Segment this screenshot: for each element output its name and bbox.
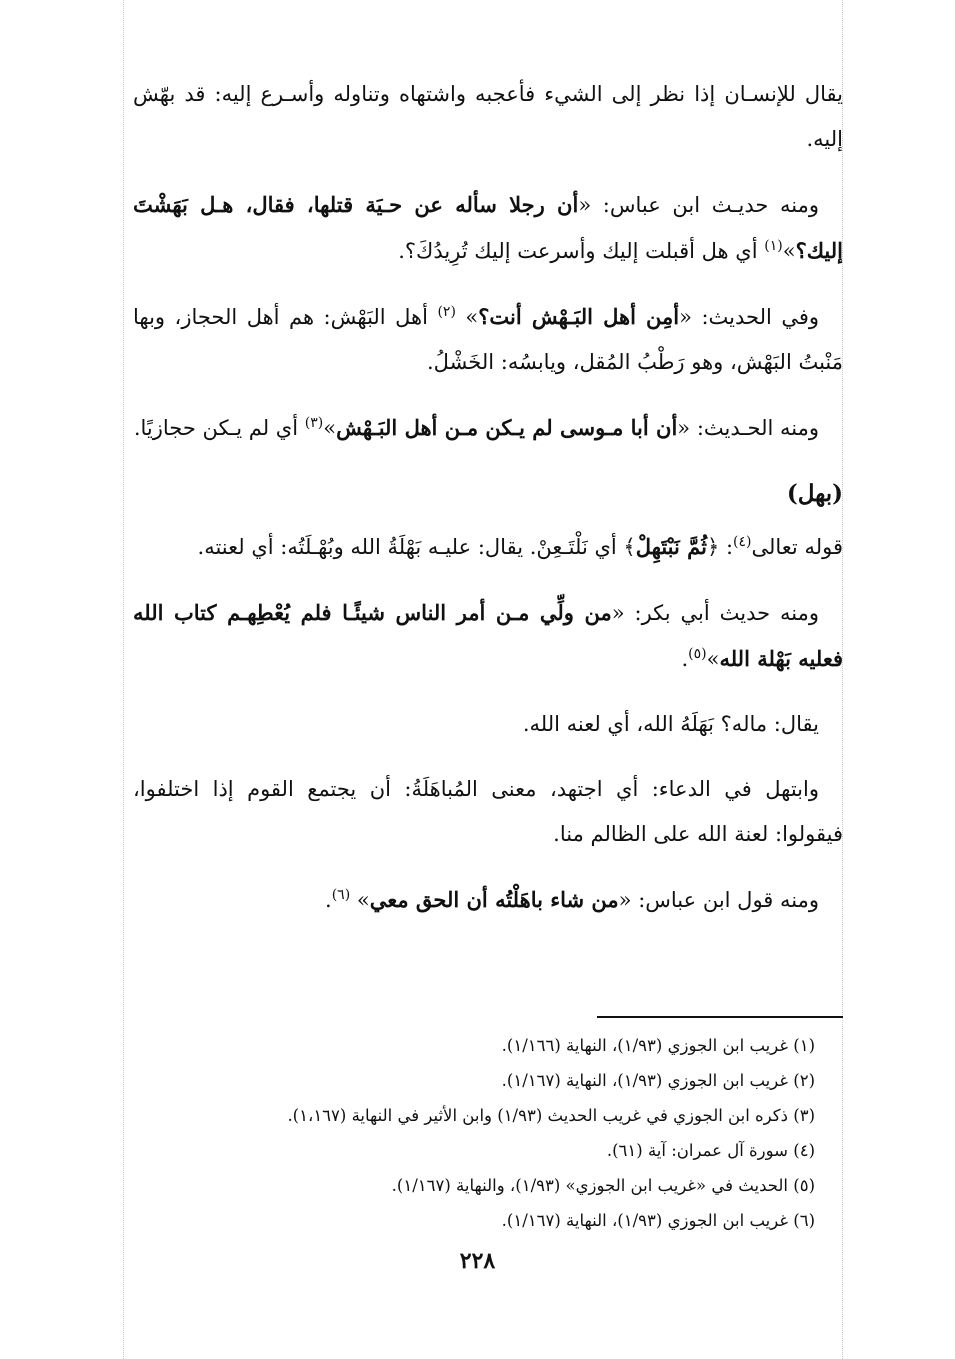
paragraph [133, 405, 843, 451]
text-run: » [323, 416, 337, 440]
paragraph-group-bahsh [133, 72, 843, 451]
paragraph [133, 524, 843, 570]
text-run: وابتهل في الدعاء: أي اجتهد، معنى المُباهَلَةُ: أن يجتمع القوم إذا اختلفوا، فيقولوا: لعنة الله على الظالم منا. [133, 777, 843, 846]
paragraph [133, 877, 843, 923]
paragraph-group-bahl [133, 524, 843, 923]
footnote: (٦) غريب ابن الجوزي (١/٩٣)، النهاية (١/١٦٧). [501, 1211, 815, 1230]
quoted-text: أمِن أهل البَـهْش أنت؟ [478, 304, 680, 329]
footnote-ref: (١) [764, 238, 783, 254]
text-run: » [350, 888, 370, 912]
text-run: » [782, 239, 796, 263]
text-run: ومنه حديـث ابن عباس: « [578, 193, 819, 217]
text-run: وفي الحديث: « [679, 305, 820, 329]
page-number: ٢٢٨ [459, 1248, 496, 1274]
scan-guide-line [123, 0, 124, 1359]
paragraph [133, 294, 843, 385]
text-run: أهل البَهْش: هم أهل الحجاز، وبها مَنْبتُ البَهْش، وهو رَطْبُ المُقل، ويابسُه: الخَشْلُ. [133, 305, 843, 374]
paragraph [133, 590, 843, 682]
text-run: . [681, 647, 689, 671]
quoted-text: من ولِّي مـن أمر الناس شيئًـا فلم يُعْطِهـم كتاب الله فعليه بَهْلة الله [133, 600, 843, 671]
footnote-ref: (٢) [437, 304, 456, 320]
footnote-ref: (٦) [331, 887, 351, 903]
text-run: . [325, 888, 332, 912]
text-run: يقال للإنسـان إذا نظر إلى الشيء فأعجبه واشتهاه وتناوله وأسـرع إليه: قد بهّش إليه. [133, 82, 843, 151]
footnote: (٥) الحديث في «غريب ابن الجوزي» (١/٩٣)، والنهاية (١/١٦٧). [391, 1176, 815, 1195]
footnote-ref: (٣) [304, 415, 324, 431]
text-run: ﴾ أي نَلْتَـعِنْ. يقال: عليـه بَهْلَةُ الله وبُهْـلَتُه: أي لعنته. [197, 535, 636, 559]
text-run: ومنه قول ابن عباس: « [618, 888, 819, 912]
footnote-ref: (٤) [733, 534, 752, 550]
footnote: (٢) غريب ابن الجوزي (١/٩٣)، النهاية (١/١٦٧). [501, 1071, 815, 1090]
text-run: ومنه الحـديث: « [677, 416, 819, 440]
footnote: (١) غريب ابن الجوزي (١/٩٣)، النهاية (١/١٦٦). [501, 1036, 815, 1055]
quoted-text: ثُمَّ نَبْتَهِلْ [635, 534, 707, 559]
paragraph [133, 182, 843, 274]
footnotes [135, 1028, 815, 1238]
footnote: (٤) سورة آل عمران: آية (٦١). [606, 1141, 815, 1160]
text-run: يقال: ماله؟ بَهَلَهُ الله، أي لعنه الله. [522, 712, 819, 736]
quoted-text: أن رجلا سأله عن حـيَة قتلها، فقال، هـل بَهَشْتَ إليك؟ [133, 192, 843, 263]
footnote-ref: (٥) [688, 646, 707, 662]
text-run: » [455, 305, 479, 329]
paragraph [133, 767, 843, 857]
quoted-text: من شاء باهَلْتُه أن الحق معي [369, 887, 619, 912]
text-run: ومنه حديث أبي بكر: « [611, 601, 820, 625]
text-run: » [706, 647, 720, 671]
section-heading: (بهل) [786, 480, 843, 507]
quoted-text: أن أبا مـوسى لم يـكن مـن أهل البَـهْش [336, 415, 678, 440]
text-run: : ﴿ [706, 535, 734, 559]
paragraph [133, 72, 843, 162]
text-run: قوله تعالى [751, 535, 843, 559]
footnote-separator [597, 1016, 843, 1018]
text-run: أي هل أقبلت إليك وأسرعت إليك تُرِيدُكَ؟. [398, 239, 765, 263]
main-text [133, 72, 843, 943]
text-run: أي لم يـكن حجازيًا. [133, 416, 305, 440]
paragraph [133, 702, 843, 747]
footnote: (٣) ذكره ابن الجوزي في غريب الحديث (١/٩٣) وابن الأثير في النهاية (١،١٦٧). [287, 1106, 815, 1125]
